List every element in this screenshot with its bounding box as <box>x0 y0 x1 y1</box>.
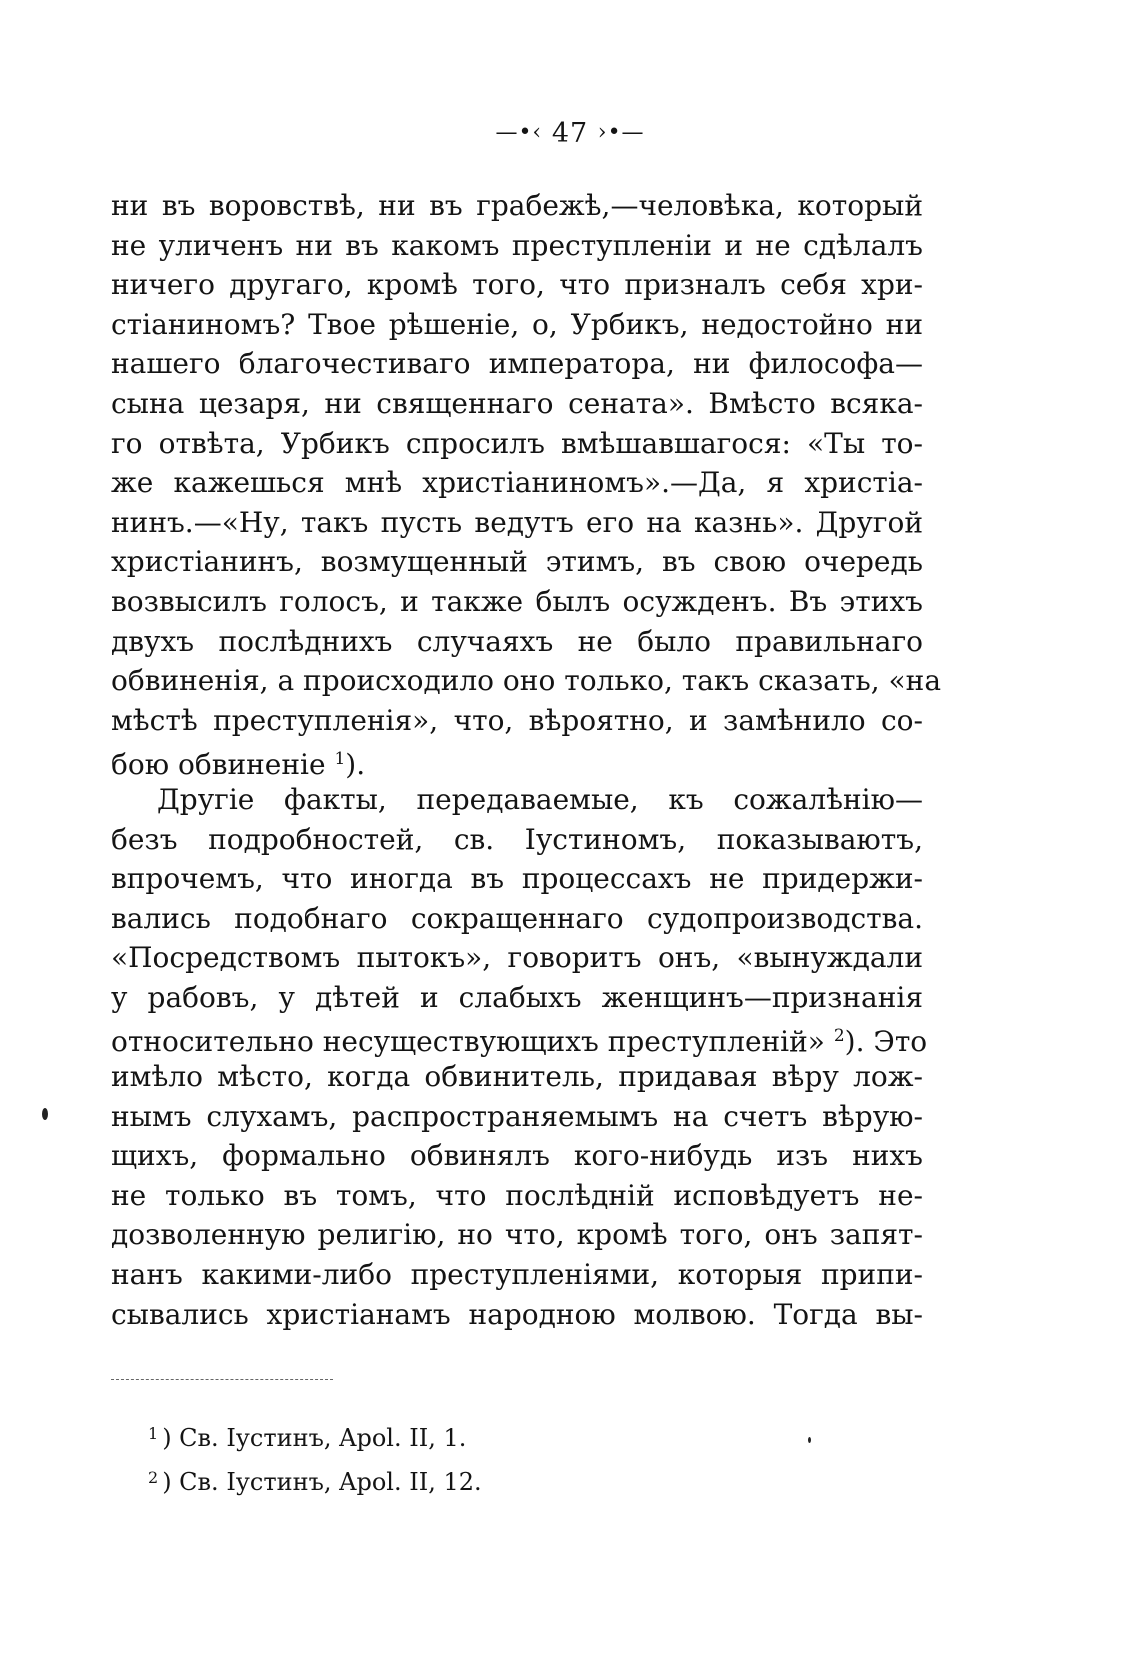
text-fragment: бою обвиненіе <box>111 748 326 782</box>
footnote <box>148 1458 482 1502</box>
text-line: безъ подробностей, св. Іустиномъ, показываютъ, <box>111 822 923 856</box>
text-line: впрочемъ, что иногда въ процессахъ не придержи- <box>111 862 923 896</box>
text-line: мѣстѣ преступленія», что, вѣроятно, и замѣнило со- <box>111 703 923 737</box>
text-line: обвиненія, а происходило оно только, такъ сказать, «на <box>111 664 942 698</box>
footnote-mark: 1 <box>148 1424 159 1443</box>
footnote-ref: 1 <box>334 749 346 770</box>
footnote-ref: 2 <box>833 1026 845 1047</box>
text-line: христіанинъ, возмущенный этимъ, въ свою очередь <box>111 545 923 579</box>
text-line: ни въ воровствѣ, ни въ грабежѣ,—человѣка, который <box>111 189 923 222</box>
text-line: сына цезаря, ни священнаго сената». Вмѣсто всяка- <box>111 386 923 420</box>
ink-speck <box>808 1437 811 1443</box>
text-line: нанъ какими-либо преступленіями, которыя припи- <box>111 1258 923 1292</box>
text-line: двухъ послѣднихъ случаяхъ не было правильнаго <box>111 624 923 658</box>
text-line: возвысилъ голосъ, и также былъ осужденъ. Въ этихъ <box>111 584 923 618</box>
text-line: нинъ.—«Ну, такъ пусть ведутъ его на казнь». Другой <box>111 505 923 539</box>
footnote-text: ) Св. Іустинъ, Apol. II, 1. <box>162 1424 467 1452</box>
footnote-divider <box>111 1379 333 1380</box>
text-line-with-ref <box>111 1017 928 1059</box>
text-line: дозволенную религію, но что, кромѣ того, онъ запят- <box>111 1218 923 1252</box>
text-line: не уличенъ ни въ какомъ преступленіи и не сдѣлалъ <box>111 228 923 262</box>
text-line: же кажешься мнѣ христіаниномъ».—Да, я христіа- <box>111 466 923 500</box>
footnote <box>148 1414 482 1458</box>
text-fragment: ). <box>345 748 366 782</box>
text-line: стіаниномъ? Твое рѣшеніе, о, Урбикъ, недостойно ни <box>111 307 923 341</box>
text-fragment: относительно несуществующихъ преступленій» <box>111 1025 825 1059</box>
right-ornament: ›•— <box>597 120 645 145</box>
text-line: нымъ слухамъ, распространяемымъ на счетъ вѣрую- <box>111 1099 923 1133</box>
footnotes <box>148 1414 482 1502</box>
ink-speck <box>42 1108 48 1120</box>
text-fragment: мѣло мѣсто, когда обвинитель, придавая вѣру лож- <box>129 1060 923 1094</box>
footnote-text: ) Св. Іустинъ, Apol. II, 12. <box>162 1468 482 1496</box>
text-line: вались подобнаго сокращеннаго судопроизводства. <box>111 901 923 935</box>
page-number: 47 <box>551 118 589 149</box>
text-line: го отвѣта, Урбикъ спросилъ вмѣшавшагося: «Ты то- <box>111 426 923 460</box>
text-line-paragraph-end <box>111 740 923 780</box>
text-line: Другіе факты, передаваемые, къ сожалѣнію— <box>157 782 923 816</box>
text-line: «Посредствомъ пытокъ», говоритъ онъ, «вынуждали <box>111 941 923 975</box>
text-line: не только въ томъ, что послѣдній исповѣдуетъ не- <box>111 1178 923 1212</box>
text-line <box>111 1057 923 1097</box>
text-line: ничего другаго, кромѣ того, что призналъ себя хри- <box>111 268 923 302</box>
text-fragment: и <box>111 1060 130 1094</box>
body-text <box>111 186 942 1334</box>
text-line: у рабовъ, у дѣтей и слабыхъ женщинъ—признанія <box>111 980 923 1014</box>
page-header <box>0 118 1140 149</box>
text-fragment: ). Это <box>844 1025 928 1059</box>
text-line: нашего благочестиваго императора, ни философа— <box>111 347 923 381</box>
left-ornament: —•‹ <box>495 120 543 145</box>
footnote-mark: 2 <box>148 1468 159 1487</box>
text-line: щихъ, формально обвинялъ кого-нибудь изъ нихъ <box>111 1139 923 1173</box>
text-line: сывались христіанамъ народною молвою. Тогда вы- <box>111 1297 923 1331</box>
